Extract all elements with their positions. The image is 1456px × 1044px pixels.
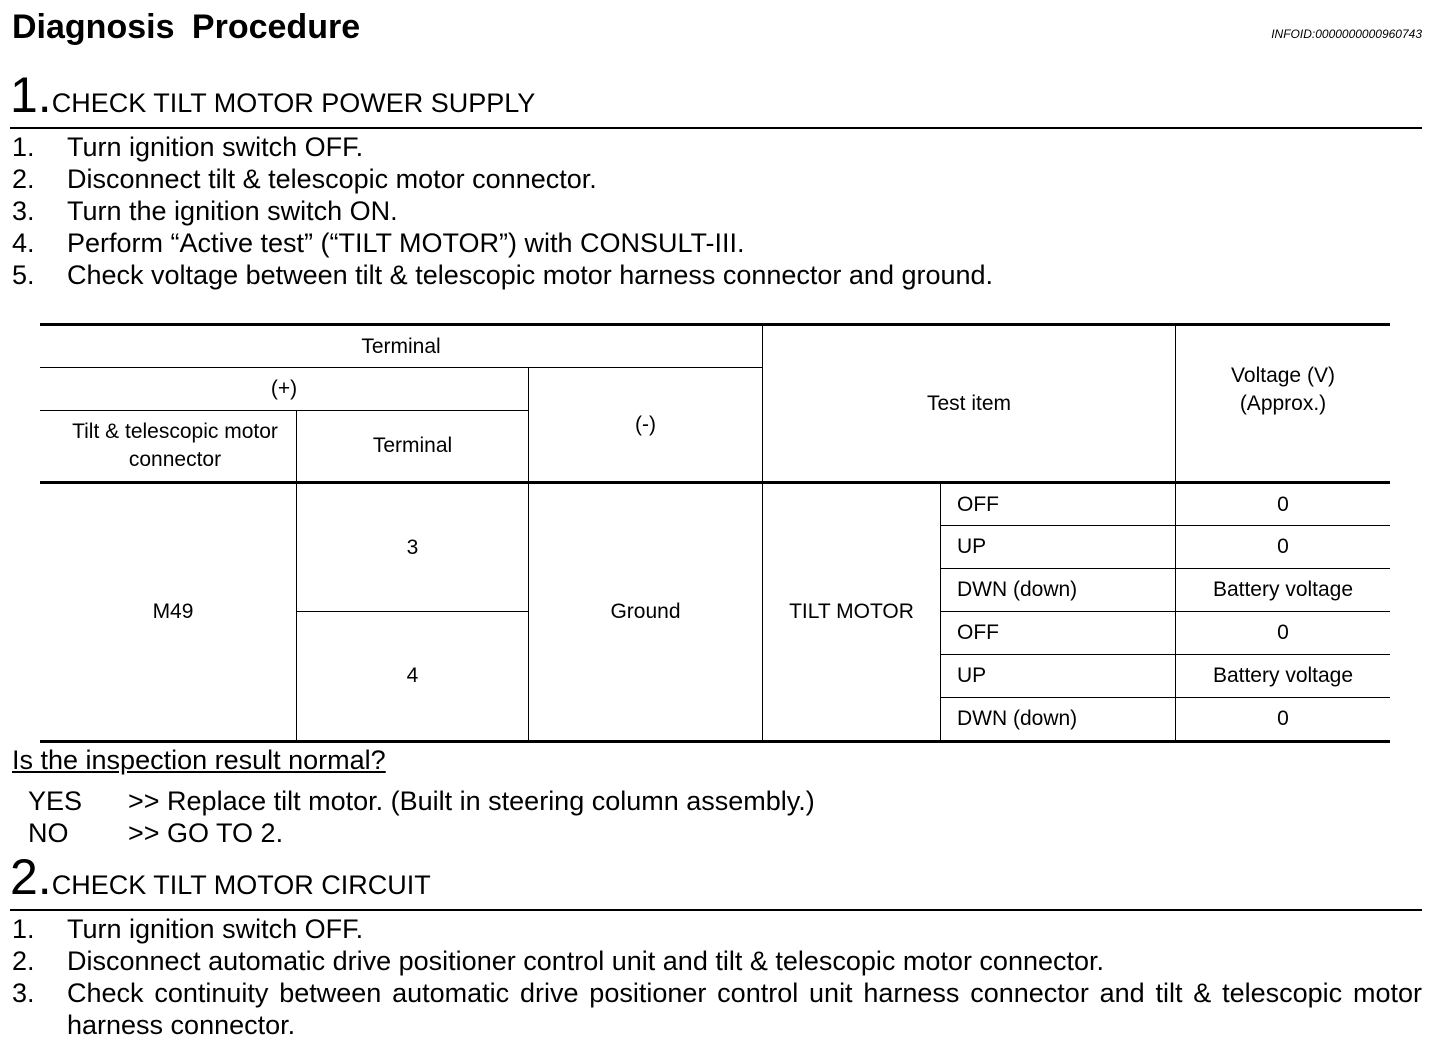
- info-id: INFOID:0000000000960743: [1271, 27, 1422, 41]
- step-2-heading: [10, 849, 431, 905]
- terminal-cell: 4: [406, 664, 419, 687]
- terminal-cell: 3: [406, 535, 419, 559]
- condition-cell: OFF: [957, 621, 999, 644]
- voltage-table: [40, 323, 1390, 743]
- list-item: 1. Turn ignition switch OFF.: [12, 914, 364, 944]
- header-voltage: Voltage (V) (Approx.): [1231, 363, 1335, 415]
- condition-cell: DWN (down): [957, 707, 1078, 730]
- voltage-cell: 0: [1277, 535, 1289, 558]
- step-1-number: 1.: [10, 67, 52, 123]
- step-2-number: 2.: [10, 849, 52, 905]
- header-minus: (-): [635, 412, 656, 436]
- voltage-cell: Battery voltage: [1212, 578, 1354, 601]
- step-2-divider: [10, 909, 1422, 911]
- list-item: 1. Turn ignition switch OFF.: [12, 132, 364, 162]
- list-item: 4. Perform “Active test” (“TILT MOTOR”) with CONSULT-III.: [12, 228, 745, 258]
- yes-text: >> Replace tilt motor. (Built in steering column assembly.): [128, 786, 815, 816]
- header-terminal-sub: Terminal: [372, 434, 453, 457]
- condition-cell: OFF: [957, 492, 999, 516]
- voltage-cell: 0: [1277, 492, 1289, 516]
- header-plus: (+): [270, 377, 298, 400]
- list-item: 5. Check voltage between tilt & telescopic motor harness connector and ground.: [12, 260, 994, 290]
- step-1-title: CHECK TILT MOTOR POWER SUPPLY: [51, 88, 536, 118]
- header-test-item: Test item: [926, 391, 1012, 415]
- step-1-heading: [10, 67, 536, 123]
- step-2-title: CHECK TILT MOTOR CIRCUIT: [51, 870, 431, 900]
- list-item: 2. Disconnect automatic drive positioner control unit and tilt & telescopic motor connector.: [12, 946, 1105, 976]
- step-1-divider: [10, 127, 1422, 129]
- no-label: NO: [28, 818, 69, 848]
- ground-cell: Ground: [610, 600, 681, 623]
- step-2-list: [12, 913, 1422, 1041]
- page-title: Diagnosis Procedure: [12, 8, 361, 46]
- condition-cell: UP: [957, 664, 987, 687]
- header-terminal: Terminal: [361, 334, 441, 358]
- connector-cell: M49: [152, 600, 194, 623]
- condition-cell: UP: [957, 535, 987, 558]
- voltage-cell: 0: [1277, 621, 1289, 644]
- test-item-cell: TILT MOTOR: [789, 600, 914, 623]
- inspection-question: Is the inspection result normal?: [12, 745, 386, 775]
- header-connector: Tilt & telescopic motor connector: [72, 420, 278, 471]
- list-item: 3. Check continuity between automatic drive positioner control unit harness connector and tilt & telescopic motor harness connector.: [12, 978, 1422, 1040]
- voltage-cell: Battery voltage: [1212, 664, 1354, 687]
- yes-label: YES: [28, 786, 83, 816]
- no-text: >> GO TO 2.: [128, 818, 284, 848]
- answer-yes: [28, 786, 928, 818]
- step-1-list: [12, 131, 1422, 291]
- voltage-cell: 0: [1277, 707, 1289, 730]
- condition-cell: DWN (down): [957, 578, 1078, 601]
- list-item: 2. Disconnect tilt & telescopic motor connector.: [12, 164, 597, 194]
- list-item: 3. Turn the ignition switch ON.: [12, 196, 398, 226]
- answer-no: [28, 818, 928, 850]
